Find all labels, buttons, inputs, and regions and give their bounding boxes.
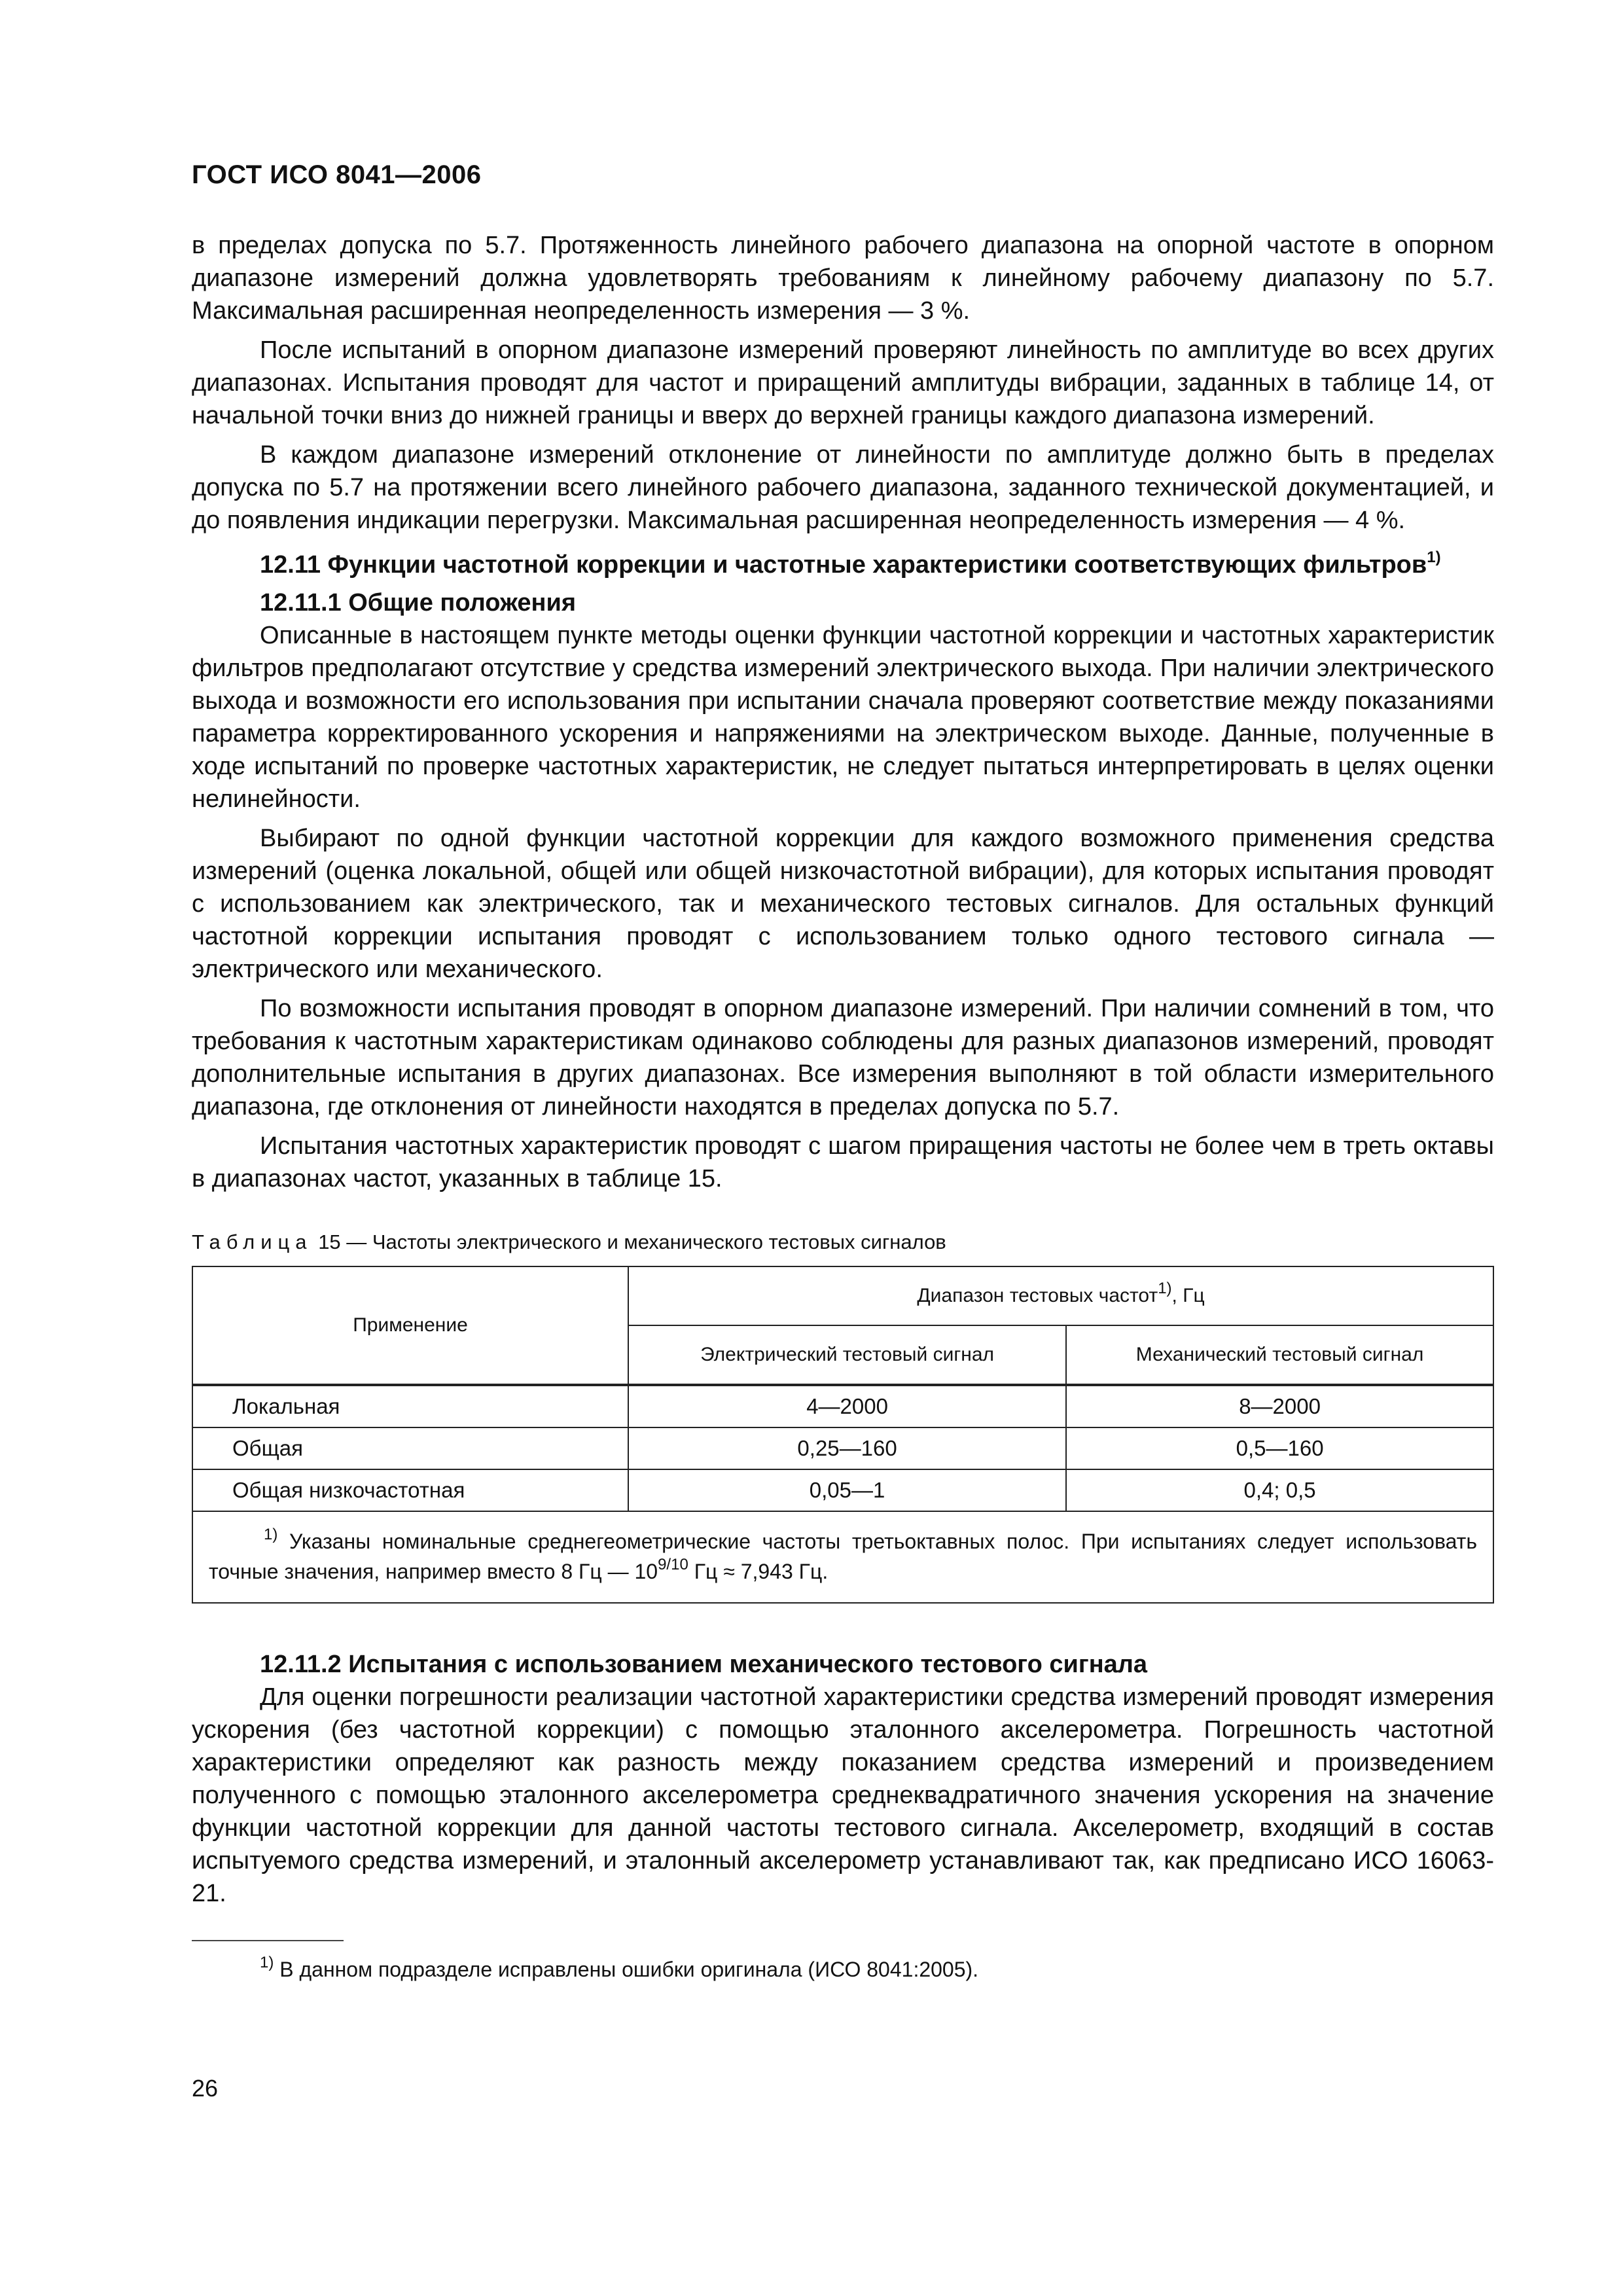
paragraph: в пределах допуска по 5.7. Протяженность линейного рабочего диапазона на опорной частоте в опорном диапазоне измерений должна удовлетворять требованиям к линейному рабочему диапазону по 5.7. Максимальная расширенная неопределенность измерения — 3 %. xyxy=(192,232,1494,325)
paragraph: После испытаний в опорном диапазоне измерений проверяют линейность по амплитуде во всех других диапазонах. Испытания проводят для частот и приращений амплитуды вибрации, заданных в таблице 14, от начальной точки вниз до нижней границы и вверх до верхней границы каждого диапазона измерений. xyxy=(192,336,1494,429)
footnote-marker: 1) xyxy=(264,1526,278,1544)
footnote-marker: 1) xyxy=(1158,1280,1172,1297)
footnote-text: В данном подразделе исправлены ошибки оригинала (ИСО 8041:2005). xyxy=(279,1958,979,1981)
section-heading-12-11-2: 12.11.2 Испытания с использованием механического тестового сигнала xyxy=(260,1651,1148,1678)
table-header-range-unit: , Гц xyxy=(1171,1285,1205,1306)
table-15 xyxy=(192,1266,1494,1604)
paragraph: Для оценки погрешности реализации частотной характеристики средства измерений проводят измерения ускорения (без частотной коррекции) с помощью эталонного акселерометра. Погрешность частотной характеристики определяют как разность между показанием средства измерений и произведением полученного с помощью эталонного акселерометра среднеквадратичного значения ускорения на значение функции частотной коррекции для данной частоты тестового сигнала. Акселерометр, входящий в состав испытуемого средства измерений, и эталонный акселерометр устанавливают так, как предписано ИСО 16063-21. xyxy=(192,1683,1494,1907)
section-heading-text: 12.11 Функции частотной коррекции и частотные характеристики соответствующих фильтров xyxy=(260,551,1427,579)
table-note-text: Указаны номинальные среднегеометрические частоты третьоктавных полос. При испытаниях следует использовать точные значения, например вместо 8 Гц — 10 xyxy=(209,1530,1478,1583)
section-heading-12-11-1: 12.11.1 Общие положения xyxy=(260,589,577,617)
footnote-marker: 1) xyxy=(1427,548,1441,567)
table-cell-application: Локальная xyxy=(192,1385,628,1427)
footnote-separator xyxy=(192,1940,344,1941)
table-note xyxy=(192,1511,1493,1603)
table-cell-application: Общая xyxy=(192,1427,628,1469)
table-row xyxy=(192,1427,1493,1469)
table-cell-mechanical: 8—2000 xyxy=(1066,1385,1493,1427)
table-header-electrical: Электрический тестовый сигнал xyxy=(628,1325,1066,1385)
table-header-mechanical: Механический тестовый сигнал xyxy=(1066,1325,1493,1385)
document-body xyxy=(192,229,1494,1984)
paragraph: Описанные в настоящем пункте методы оценки функции частотной коррекции и частотных характеристик фильтров предполагают отсутствие у средства измерений электрического выхода. При наличии электрического выхода и возможности его использования при испытании сначала проверяют соответствие между показаниями параметра корректированного ускорения и напряжениями на электрическом выходе. Данные, полученные в ходе испытаний по проверке частотных характеристик, не следует пытаться интерпретировать в целях оценки нелинейности. xyxy=(192,622,1494,813)
table-note-text-end: Гц ≈ 7,943 Гц. xyxy=(688,1560,829,1583)
table-header-range xyxy=(628,1266,1493,1325)
table-header-application: Применение xyxy=(192,1266,628,1385)
table-row xyxy=(192,1469,1493,1511)
table-caption xyxy=(192,1230,1494,1254)
table-header-range-text: Диапазон тестовых частот xyxy=(917,1285,1158,1306)
section-heading-12-11 xyxy=(192,548,1494,581)
paragraph: По возможности испытания проводят в опорном диапазоне измерений. При наличии сомнений в том, что требования к частотным характеристикам одинаково соблюдены для разных диапазонов измерений, проводят дополнительные испытания в других диапазонах. Все измерения выполняют в той области измерительного диапазона, где отклонения от линейности находятся в пределах допуска по 5.7. xyxy=(192,995,1494,1121)
table-cell-mechanical: 0,4; 0,5 xyxy=(1066,1469,1493,1511)
page-number: 26 xyxy=(192,2075,219,2102)
document-header: ГОСТ ИСО 8041—2006 xyxy=(192,160,482,189)
table-cell-mechanical: 0,5—160 xyxy=(1066,1427,1493,1469)
table-row xyxy=(192,1385,1493,1427)
footnote xyxy=(192,1954,1494,1984)
paragraph: Испытания частотных характеристик проводят с шагом приращения частоты не более чем в треть октавы в диапазонах частот, указанных в таблице 15. xyxy=(192,1132,1494,1193)
table-cell-application: Общая низкочастотная xyxy=(192,1469,628,1511)
footnote-marker: 1) xyxy=(260,1954,274,1972)
table-caption-word: Таблица xyxy=(192,1230,313,1253)
table-caption-text: 15 — Частоты электрического и механического тестовых сигналов xyxy=(318,1230,946,1253)
table-note-row xyxy=(192,1511,1493,1603)
paragraph: Выбирают по одной функции частотной коррекции для каждого возможного применения средства измерений (оценка локальной, общей или общей низкочастотной вибрации), для которых испытания проводят с использованием как электрического, так и механического тестовых сигналов. Для остальных функций частотной коррекции испытания проводят с использованием только одного тестового сигнала — электрического или механического. xyxy=(192,825,1494,983)
table-cell-electrical: 0,05—1 xyxy=(628,1469,1066,1511)
paragraph: В каждом диапазоне измерений отклонение от линейности по амплитуде должно быть в пределах допуска по 5.7 на протяжении всего линейного рабочего диапазона, заданного технической документацией, и до появления индикации перегрузки. Максимальная расширенная неопределенность измерения — 4 %. xyxy=(192,441,1494,534)
note-exponent: 9/10 xyxy=(658,1556,688,1574)
table-cell-electrical: 0,25—160 xyxy=(628,1427,1066,1469)
table-cell-electrical: 4—2000 xyxy=(628,1385,1066,1427)
